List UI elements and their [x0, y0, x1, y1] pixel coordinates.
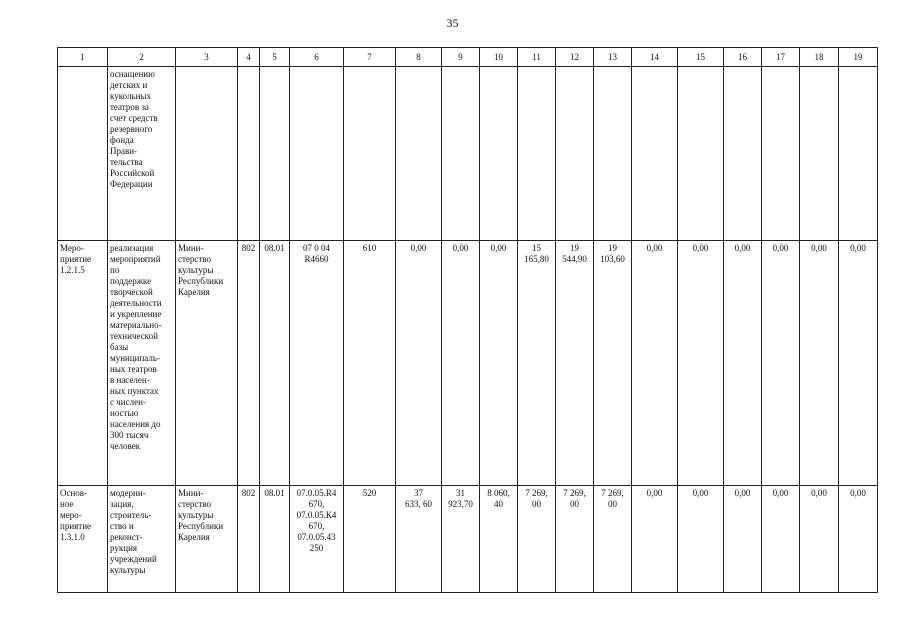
column-header: 6	[290, 48, 344, 67]
header-row	[58, 48, 878, 67]
value-cell	[632, 67, 678, 241]
column-header: 12	[556, 48, 594, 67]
column-header: 1	[58, 48, 108, 67]
value-cell	[594, 67, 632, 241]
section-cell: 08.01	[260, 241, 290, 486]
value-cell	[839, 67, 878, 241]
grbs-cell	[238, 67, 260, 241]
section-cell: 08.01	[260, 486, 290, 593]
value-cell: 8 060, 40	[480, 486, 518, 593]
value-cell: 7 269, 00	[556, 486, 594, 593]
page-number: 35	[446, 16, 459, 30]
column-header: 14	[632, 48, 678, 67]
value-cell: 15 165,80	[518, 241, 556, 486]
budget-table	[57, 47, 878, 593]
value-cell	[678, 67, 724, 241]
activity-code-cell	[58, 67, 108, 241]
column-header: 4	[238, 48, 260, 67]
column-header: 8	[396, 48, 442, 67]
column-header: 3	[176, 48, 238, 67]
column-header: 10	[480, 48, 518, 67]
value-cell: 0,00	[762, 486, 800, 593]
column-header: 19	[839, 48, 878, 67]
value-cell: 31 923,70	[442, 486, 480, 593]
column-header: 13	[594, 48, 632, 67]
column-header: 17	[762, 48, 800, 67]
column-header: 15	[678, 48, 724, 67]
value-cell	[800, 67, 839, 241]
column-header: 5	[260, 48, 290, 67]
value-cell	[518, 67, 556, 241]
value-cell: 0,00	[678, 486, 724, 593]
value-cell: 0,00	[800, 486, 839, 593]
value-cell: 0,00	[839, 241, 878, 486]
value-cell: 0,00	[839, 486, 878, 593]
expense-type-cell: 610	[344, 241, 396, 486]
expense-type-cell	[344, 67, 396, 241]
target-article-cell	[290, 67, 344, 241]
value-cell	[480, 67, 518, 241]
column-header: 16	[724, 48, 762, 67]
value-cell: 0,00	[800, 241, 839, 486]
value-cell: 19 544,90	[556, 241, 594, 486]
value-cell: 0,00	[442, 241, 480, 486]
activity-name-cell: модерни- зация, строитель- ство и реконст- рукция учреждений культуры	[108, 486, 176, 593]
activity-code-cell: Меро- приятие 1.2.1.5	[58, 241, 108, 486]
value-cell: 0,00	[678, 241, 724, 486]
value-cell: 0,00	[724, 241, 762, 486]
expense-type-cell: 520	[344, 486, 396, 593]
column-header: 2	[108, 48, 176, 67]
value-cell	[556, 67, 594, 241]
column-header: 11	[518, 48, 556, 67]
value-cell	[442, 67, 480, 241]
column-header: 18	[800, 48, 839, 67]
value-cell: 7 269, 00	[594, 486, 632, 593]
table-row	[58, 67, 878, 241]
activity-name-cell: оснащению детских и кукольных театров за счет средств резервного фонда Прави- тельства Российской Федерации	[108, 67, 176, 241]
table-row	[58, 486, 878, 593]
column-header: 7	[344, 48, 396, 67]
executor-cell	[176, 67, 238, 241]
target-article-cell: 07 0 04 R4660	[290, 241, 344, 486]
value-cell: 7 269, 00	[518, 486, 556, 593]
executor-cell: Мини- стерство культуры Республики Карелия	[176, 241, 238, 486]
value-cell: 0,00	[480, 241, 518, 486]
activity-name-cell: реализация мероприятий по поддержке творческой деятельности и укрепление материально- технической базы муниципаль- ных театров в населен- ных пунктах с числен- ностью населения до 300 тысяч человек	[108, 241, 176, 486]
target-article-cell: 07.0.05.R4 670, 07.0.05.К4 670, 07.0.05.43 250	[290, 486, 344, 593]
value-cell	[724, 67, 762, 241]
value-cell: 0,00	[632, 241, 678, 486]
grbs-cell: 802	[238, 241, 260, 486]
section-cell	[260, 67, 290, 241]
column-header: 9	[442, 48, 480, 67]
value-cell: 0,00	[396, 241, 442, 486]
value-cell: 0,00	[762, 241, 800, 486]
value-cell	[396, 67, 442, 241]
value-cell: 19 103,60	[594, 241, 632, 486]
executor-cell: Мини- стерство культуры Республики Карелия	[176, 486, 238, 593]
value-cell: 37 633, 60	[396, 486, 442, 593]
grbs-cell: 802	[238, 486, 260, 593]
value-cell	[762, 67, 800, 241]
value-cell: 0,00	[632, 486, 678, 593]
value-cell: 0,00	[724, 486, 762, 593]
activity-code-cell: Основ- ное меро- приятие 1.3.1.0	[58, 486, 108, 593]
table-row	[58, 241, 878, 486]
